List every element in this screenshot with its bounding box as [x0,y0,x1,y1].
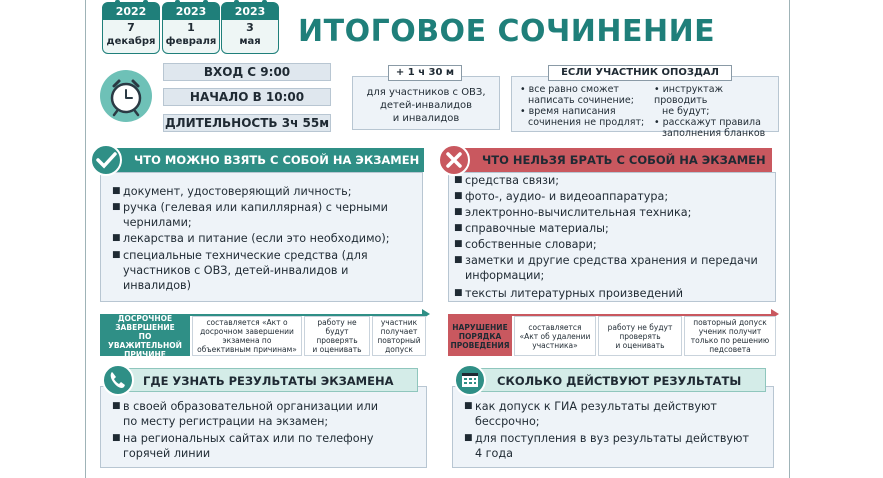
cannot-item: ■ заметки и другие средства хранения и передачи информации; [454,254,758,282]
validity-item: ■ для поступления в вуз результаты действуют 4 года [464,432,749,460]
date-month: февраля [165,36,217,47]
violation-cell: работу не будут проверять и оценивать [598,316,682,356]
can-item: ■ документ, удостоверяющий личность; [112,185,352,198]
date-day: 1 [187,21,195,34]
violation-cell-main: НАРУШЕНИЕ ПОРЯДКА ПРОВЕДЕНИЯ [448,316,512,356]
late-head: ЕСЛИ УЧАСТНИК ОПОЗДАЛ [548,65,732,81]
violation-cell: повторный допуск ученик получит только по решению педсовета [684,316,776,356]
date-year: 2023 [222,3,278,20]
early-cell: участник получает повторный допуск [372,316,426,356]
can-header: ЧТО МОЖНО ВЗЯТЬ С СОБОЙ НА ЭКЗАМЕН [110,148,424,172]
page-title: ИТОГОВОЕ СОЧИНЕНИЕ [298,14,716,49]
start-time: НАЧАЛО В 10:00 [163,88,331,106]
date-card-3 [221,2,279,54]
cannot-header: ЧТО НЕЛЬЗЯ БРАТЬ С СОБОЙ НА ЭКЗАМЕН [458,148,772,172]
cannot-item: ■ тексты литературных произведений [454,287,683,300]
date-month: декабря [106,36,156,47]
can-item: ■ ручка (гелевая или капиллярная) с черными чернилами; [112,201,388,229]
early-cell: составляется «Акт о досрочном завершении экзамена по объективным причинам» [192,316,302,356]
entry-time: ВХОД С 9:00 [163,63,331,81]
date-year: 2023 [163,3,219,20]
checkmark-icon [90,144,122,176]
results-header: ГДЕ УЗНАТЬ РЕЗУЛЬТАТЫ ЭКЗАМЕНА [110,368,418,392]
calendar-grid-icon [454,364,486,396]
extra-time-text: для участников с ОВЗ, детей-инвалидов и инвалидов [366,87,486,124]
cannot-item: ■ средства связи; [454,174,560,187]
extra-time-head: + 1 ч 30 м [388,65,462,81]
validity-item: ■ как допуск к ГИА результаты действуют бессрочно; [464,400,717,428]
violation-cell: составляется «Акт об удалении участника» [514,316,596,356]
date-year: 2022 [103,3,159,20]
date-card-1 [102,2,160,54]
cannot-item: ■ справочные материалы; [454,222,609,235]
cross-icon [438,144,470,176]
cannot-item: ■ фото-, аудио- и видеоаппаратура; [454,190,669,203]
phone-icon [102,364,134,396]
validity-header: СКОЛЬКО ДЕЙСТВУЮТ РЕЗУЛЬТАТЫ [464,368,766,392]
late-left: • все равно сможет написать сочинение; • время написания сочинения не продлят; [520,84,645,128]
duration: ДЛИТЕЛЬНОСТЬ 3ч 55м [164,116,330,130]
cannot-item: ■ электронно-вычислительная техника; [454,206,692,219]
early-cell: работу не будут проверять и оценивать [304,316,370,356]
date-day: 3 [246,21,254,34]
alarm-clock-icon [100,70,152,122]
can-item: ■ специальные технические средства (для участников с ОВЗ, детей-инвалидов и инвалидов) [112,249,368,292]
late-right: • инструктаж проводить не будут; • расскажут правила заполнения бланков [654,84,766,139]
can-item: ■ лекарства и питание (если это необходимо); [112,232,390,245]
early-cell-main: ДОСРОЧНОЕ ЗАВЕРШЕНИЕ ПО УВАЖИТЕЛЬНОЙ ПРИЧИНЕ [100,316,190,356]
cannot-item: ■ собственные словари; [454,238,597,251]
results-item: ■ в своей образовательной организации или по месту регистрации на экзамен; [112,400,378,428]
date-card-2 [162,2,220,54]
date-day: 7 [127,21,135,34]
date-month: мая [239,36,261,47]
results-item: ■ на региональных сайтах или по телефону горячей линии [112,432,374,460]
